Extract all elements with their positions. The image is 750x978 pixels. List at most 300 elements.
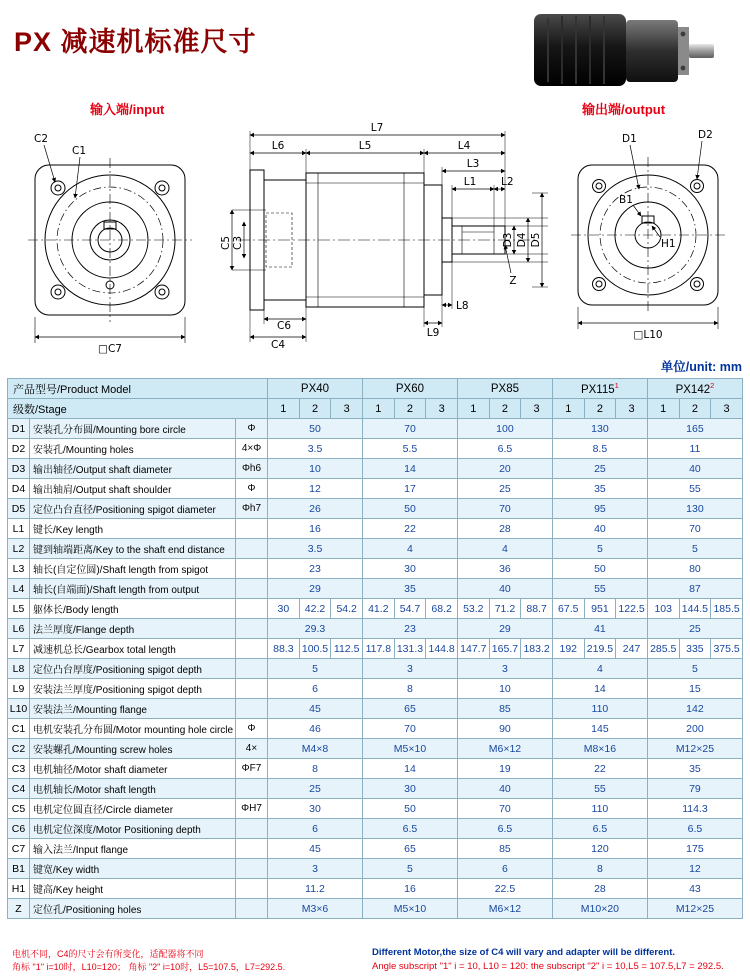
value-cell: 175 — [647, 839, 742, 859]
value-cell: 185.5 — [711, 599, 743, 619]
dim-label-d5: D5 — [530, 232, 542, 248]
value-cell: 8.5 — [552, 439, 647, 459]
row-code: L10 — [8, 699, 30, 719]
spec-row-h1 — [8, 879, 743, 899]
stage-col-px142-2: 2 — [679, 399, 711, 419]
value-cell: 3 — [268, 859, 363, 879]
value-cell: 6 — [268, 819, 363, 839]
dim-label-d3: D3 — [502, 232, 514, 248]
value-cell: 71.2 — [489, 599, 521, 619]
note-en-2: Angle subscript "1" i = 10, L10 = 120: the subscript "2" i = 10,L5 = 107.5,L7 = 292.5. — [372, 960, 724, 972]
dim-label-l2: L2 — [501, 176, 514, 188]
dim-label-d1: D1 — [622, 133, 637, 145]
dim-label-b1: B1 — [619, 194, 633, 206]
input-end-drawing — [28, 145, 192, 343]
spec-table — [7, 378, 743, 919]
value-cell: 35 — [362, 579, 457, 599]
value-cell: 122.5 — [616, 599, 648, 619]
value-cell: 55 — [552, 579, 647, 599]
notes-en — [372, 946, 744, 973]
row-name: 键到轴端距离/Key to the shaft end distance — [30, 539, 236, 559]
value-cell: 20 — [457, 459, 552, 479]
row-code: L5 — [8, 599, 30, 619]
row-symbol — [236, 659, 268, 679]
value-cell: 88.7 — [521, 599, 553, 619]
value-cell: 145 — [552, 719, 647, 739]
value-cell: M6×12 — [457, 899, 552, 919]
value-cell: 12 — [268, 479, 363, 499]
footnote-marker: 2 — [710, 381, 715, 391]
row-code: D1 — [8, 419, 30, 439]
value-cell: 247 — [616, 639, 648, 659]
value-cell: 25 — [268, 779, 363, 799]
row-code: L6 — [8, 619, 30, 639]
dim-label-c5: C5 — [220, 235, 232, 251]
value-cell: 79 — [647, 779, 742, 799]
stage-col-px60-2: 2 — [394, 399, 426, 419]
row-symbol: 4×Φ — [236, 439, 268, 459]
value-cell: 165.7 — [489, 639, 521, 659]
model-header-px60: PX60 — [362, 379, 457, 399]
stage-col-px40-3: 3 — [331, 399, 363, 419]
value-cell: 23 — [362, 619, 457, 639]
row-symbol: Φ — [236, 419, 268, 439]
row-symbol — [236, 679, 268, 699]
value-cell: 46 — [268, 719, 363, 739]
value-cell: 29 — [268, 579, 363, 599]
stage-col-px142-1: 1 — [647, 399, 679, 419]
gearbox-housing — [626, 20, 678, 82]
row-name: 定位凸台厚度/Positioning spigot depth — [30, 659, 236, 679]
row-name: 安装孔分布圆/Mounting bore circle — [30, 419, 236, 439]
value-cell: 100.5 — [299, 639, 331, 659]
value-cell: 375.5 — [711, 639, 743, 659]
value-cell: 110 — [552, 799, 647, 819]
value-cell: M3×6 — [268, 899, 363, 919]
spec-row-l4 — [8, 579, 743, 599]
value-cell: 120 — [552, 839, 647, 859]
spec-row-c6 — [8, 819, 743, 839]
value-cell: 130 — [647, 499, 742, 519]
value-cell: 80 — [647, 559, 742, 579]
output-end-drawing — [571, 141, 725, 329]
value-cell: 6.5 — [457, 439, 552, 459]
row-name: 电机轴长/Motor shaft length — [30, 779, 236, 799]
row-symbol: 4× — [236, 739, 268, 759]
value-cell: 14 — [362, 459, 457, 479]
value-cell: 3.5 — [268, 439, 363, 459]
value-cell: 5 — [362, 859, 457, 879]
row-name: 电机定位圆直径/Circle diameter — [30, 799, 236, 819]
value-cell: 219.5 — [584, 639, 616, 659]
value-cell: 29.3 — [268, 619, 363, 639]
row-code: L2 — [8, 539, 30, 559]
dim-label-l7: L7 — [370, 122, 384, 134]
row-name: 法兰厚度/Flange depth — [30, 619, 236, 639]
value-cell: 5 — [552, 539, 647, 559]
row-code: L8 — [8, 659, 30, 679]
value-cell: 11.2 — [268, 879, 363, 899]
spec-row-l7 — [8, 639, 743, 659]
value-cell: 5.5 — [362, 439, 457, 459]
row-name: 安装螺孔/Mounting screw holes — [30, 739, 236, 759]
value-cell: 40 — [457, 779, 552, 799]
value-cell: 16 — [268, 519, 363, 539]
spec-row-c1 — [8, 719, 743, 739]
row-code: C7 — [8, 839, 30, 859]
value-cell: 114.3 — [647, 799, 742, 819]
value-cell: 22 — [552, 759, 647, 779]
value-cell: 147.7 — [457, 639, 489, 659]
value-cell: 70 — [457, 799, 552, 819]
value-cell: 100 — [457, 419, 552, 439]
value-cell: 6 — [268, 679, 363, 699]
model-header-px115: PX115$^1$ — [552, 379, 647, 399]
value-cell: 110 — [552, 699, 647, 719]
row-symbol — [236, 839, 268, 859]
stage-col-px40-1: 1 — [268, 399, 300, 419]
row-name: 定位孔/Positioning holes — [30, 899, 236, 919]
value-cell: 15 — [647, 679, 742, 699]
value-cell: 85 — [457, 699, 552, 719]
value-cell: 8 — [268, 759, 363, 779]
row-code: D5 — [8, 499, 30, 519]
note-cn-2: 角标 "1" i=10时，L10=120； 角标 "2" i=10时，L5=107.5，L7=292.5. — [12, 962, 286, 972]
row-name: 电机轴径/Motor shaft diameter — [30, 759, 236, 779]
product-photo — [520, 4, 720, 104]
row-code: L4 — [8, 579, 30, 599]
stage-col-px115-2: 2 — [584, 399, 616, 419]
value-cell: 26 — [268, 499, 363, 519]
dim-label-c1: C1 — [72, 145, 87, 157]
row-name: 键高/Key height — [30, 879, 236, 899]
spec-row-c5 — [8, 799, 743, 819]
row-name: 躯体长/Body length — [30, 599, 236, 619]
model-header-px85: PX85 — [457, 379, 552, 399]
value-cell: 40 — [647, 459, 742, 479]
dim-label-c6: C6 — [276, 320, 292, 332]
value-cell: 50 — [362, 499, 457, 519]
value-cell: 54.7 — [394, 599, 426, 619]
value-cell: 70 — [647, 519, 742, 539]
value-cell: 68.2 — [426, 599, 458, 619]
value-cell: 35 — [647, 759, 742, 779]
value-cell: 5 — [647, 539, 742, 559]
stage-header: 级数/Stage — [8, 399, 268, 419]
value-cell: 14 — [362, 759, 457, 779]
row-code: Z — [8, 899, 30, 919]
value-cell: 10 — [268, 459, 363, 479]
dim-label-c7: □C7 — [98, 343, 122, 355]
spec-row-l5 — [8, 599, 743, 619]
value-cell: 23 — [268, 559, 363, 579]
value-cell: 65 — [362, 839, 457, 859]
row-name: 输出轴肩/Output shaft shoulder — [30, 479, 236, 499]
note-cn-1: 电机不同，C4的尺寸会有所变化，适配器将不同 — [12, 949, 204, 959]
dim-label-l4: L4 — [457, 140, 471, 152]
value-cell: 50 — [552, 559, 647, 579]
dim-label-h1: H1 — [661, 238, 676, 250]
value-cell: 50 — [268, 419, 363, 439]
value-cell: 25 — [457, 479, 552, 499]
stage-col-px115-1: 1 — [552, 399, 584, 419]
spec-row-l3 — [8, 559, 743, 579]
row-name: 键长/Key length — [30, 519, 236, 539]
dim-label-l9: L9 — [426, 327, 440, 339]
footnote-marker: 1 — [614, 381, 619, 391]
value-cell: 12 — [647, 859, 742, 879]
row-code: L1 — [8, 519, 30, 539]
value-cell: M4×8 — [268, 739, 363, 759]
row-symbol — [236, 899, 268, 919]
value-cell: 10 — [457, 679, 552, 699]
value-cell: 30 — [268, 599, 300, 619]
stage-col-px115-3: 3 — [616, 399, 648, 419]
value-cell: 165 — [647, 419, 742, 439]
row-name: 安装法兰厚度/Positioning spigot depth — [30, 679, 236, 699]
value-cell: 4 — [457, 539, 552, 559]
row-name: 电机安装孔分布圆/Motor mounting hole circle — [30, 719, 236, 739]
spec-row-c2 — [8, 739, 743, 759]
row-name: 安装孔/Mounting holes — [30, 439, 236, 459]
side-view-drawing — [232, 131, 548, 342]
model-header-row — [8, 379, 743, 399]
spec-row-d5 — [8, 499, 743, 519]
spec-row-d3 — [8, 459, 743, 479]
spec-row-c4 — [8, 779, 743, 799]
value-cell: 90 — [457, 719, 552, 739]
value-cell: 19 — [457, 759, 552, 779]
row-name: 定位凸台直径/Positioning spigot diameter — [30, 499, 236, 519]
spec-row-l8 — [8, 659, 743, 679]
row-symbol: Φ — [236, 479, 268, 499]
value-cell: 54.2 — [331, 599, 363, 619]
row-symbol — [236, 539, 268, 559]
table-header — [8, 379, 743, 419]
value-cell: 25 — [647, 619, 742, 639]
row-name: 键宽/Key width — [30, 859, 236, 879]
value-cell: 53.2 — [457, 599, 489, 619]
value-cell: 50 — [362, 799, 457, 819]
row-code: D3 — [8, 459, 30, 479]
row-code: C6 — [8, 819, 30, 839]
row-symbol — [236, 639, 268, 659]
value-cell: 183.2 — [521, 639, 553, 659]
spec-row-l9 — [8, 679, 743, 699]
value-cell: 8 — [362, 679, 457, 699]
dim-label-c3: C3 — [232, 235, 244, 251]
row-symbol — [236, 599, 268, 619]
row-code: B1 — [8, 859, 30, 879]
value-cell: 22 — [362, 519, 457, 539]
dim-label-c2: C2 — [34, 133, 49, 145]
value-cell: 335 — [679, 639, 711, 659]
value-cell: 25 — [552, 459, 647, 479]
value-cell: M12×25 — [647, 899, 742, 919]
value-cell: 40 — [457, 579, 552, 599]
stage-header-row — [8, 399, 743, 419]
input-end-label: 输入端/input — [90, 102, 165, 117]
row-symbol — [236, 579, 268, 599]
row-code: L9 — [8, 679, 30, 699]
row-code: C2 — [8, 739, 30, 759]
value-cell: M10×20 — [552, 899, 647, 919]
value-cell: 17 — [362, 479, 457, 499]
value-cell: 28 — [457, 519, 552, 539]
value-cell: 131.3 — [394, 639, 426, 659]
value-cell: 42.2 — [299, 599, 331, 619]
row-code: H1 — [8, 879, 30, 899]
spec-row-d2 — [8, 439, 743, 459]
value-cell: 70 — [362, 719, 457, 739]
value-cell: 6.5 — [647, 819, 742, 839]
value-cell: M5×10 — [362, 899, 457, 919]
value-cell: 144.8 — [426, 639, 458, 659]
model-header-px142: PX142$^2$ — [647, 379, 742, 399]
row-name: 轴长(自定位圆)/Shaft length from spigot — [30, 559, 236, 579]
value-cell: 28 — [552, 879, 647, 899]
stage-col-px142-3: 3 — [711, 399, 743, 419]
row-symbol — [236, 779, 268, 799]
value-cell: 5 — [268, 659, 363, 679]
value-cell: 45 — [268, 699, 363, 719]
dim-label-c4: C4 — [270, 339, 286, 351]
value-cell: 70 — [457, 499, 552, 519]
value-cell: 88.3 — [268, 639, 300, 659]
value-cell: 67.5 — [552, 599, 584, 619]
row-code: C5 — [8, 799, 30, 819]
value-cell: 192 — [552, 639, 584, 659]
value-cell: 5 — [647, 659, 742, 679]
value-cell: 4 — [362, 539, 457, 559]
model-header-px40: PX40 — [268, 379, 363, 399]
row-code: L3 — [8, 559, 30, 579]
value-cell: 285.5 — [647, 639, 679, 659]
value-cell: 40 — [552, 519, 647, 539]
row-name: 安装法兰/Mounting flange — [30, 699, 236, 719]
product-photo-image — [520, 4, 720, 99]
value-cell: 3 — [457, 659, 552, 679]
value-cell: 6 — [457, 859, 552, 879]
value-cell: 4 — [552, 659, 647, 679]
value-cell: 87 — [647, 579, 742, 599]
spec-row-c3 — [8, 759, 743, 779]
row-symbol — [236, 859, 268, 879]
stage-col-px40-2: 2 — [299, 399, 331, 419]
value-cell: 22.5 — [457, 879, 552, 899]
row-symbol — [236, 559, 268, 579]
value-cell: 3 — [362, 659, 457, 679]
row-symbol: Φh7 — [236, 499, 268, 519]
stage-col-px85-1: 1 — [457, 399, 489, 419]
spec-row-c7 — [8, 839, 743, 859]
value-cell: M6×12 — [457, 739, 552, 759]
value-cell: M5×10 — [362, 739, 457, 759]
output-shaft — [689, 44, 714, 58]
page-title: PX 减速机标准尺寸 — [14, 27, 257, 57]
dim-label-l6: L6 — [271, 140, 285, 152]
value-cell: 142 — [647, 699, 742, 719]
value-cell: 30 — [362, 779, 457, 799]
value-cell: 3.5 — [268, 539, 363, 559]
output-end-label: 输出端/output — [582, 102, 666, 117]
stage-col-px60-3: 3 — [426, 399, 458, 419]
value-cell: 70 — [362, 419, 457, 439]
stage-col-px85-3: 3 — [521, 399, 553, 419]
row-symbol — [236, 619, 268, 639]
product-model-header: 产品型号/Product Model — [8, 379, 268, 399]
row-symbol — [236, 819, 268, 839]
unit-label: 单位/unit: mm — [660, 360, 742, 374]
note-en-1: Different Motor,the size of C4 will vary and adapter will be different. — [372, 947, 675, 958]
value-cell: 55 — [552, 779, 647, 799]
row-code: L7 — [8, 639, 30, 659]
dim-label-d2: D2 — [698, 129, 713, 141]
row-code: C3 — [8, 759, 30, 779]
row-code: D2 — [8, 439, 30, 459]
value-cell: 14 — [552, 679, 647, 699]
value-cell: 16 — [362, 879, 457, 899]
value-cell: 117.8 — [362, 639, 394, 659]
row-code: D4 — [8, 479, 30, 499]
value-cell: 6.5 — [362, 819, 457, 839]
dim-label-l5: L5 — [358, 140, 372, 152]
dim-label-l3: L3 — [466, 158, 480, 170]
dim-label-d4: D4 — [516, 232, 528, 248]
value-cell: 29 — [457, 619, 552, 639]
value-cell: 130 — [552, 419, 647, 439]
row-name: 输入法兰/Input flange — [30, 839, 236, 859]
row-symbol: ΦH7 — [236, 799, 268, 819]
value-cell: 11 — [647, 439, 742, 459]
value-cell: 30 — [268, 799, 363, 819]
value-cell: 36 — [457, 559, 552, 579]
spec-row-l2 — [8, 539, 743, 559]
value-cell: 144.5 — [679, 599, 711, 619]
technical-drawings — [0, 95, 750, 375]
value-cell: 30 — [362, 559, 457, 579]
value-cell: M12×25 — [647, 739, 742, 759]
value-cell: 41.2 — [362, 599, 394, 619]
spec-row-d1 — [8, 419, 743, 439]
value-cell: 43 — [647, 879, 742, 899]
row-symbol: ΦF7 — [236, 759, 268, 779]
value-cell: 8 — [552, 859, 647, 879]
row-symbol: Φh6 — [236, 459, 268, 479]
spec-row-l10 — [8, 699, 743, 719]
spec-row-l1 — [8, 519, 743, 539]
value-cell: 41 — [552, 619, 647, 639]
stage-col-px85-2: 2 — [489, 399, 521, 419]
value-cell: 103 — [647, 599, 679, 619]
row-name: 减速机总长/Gearbox total length — [30, 639, 236, 659]
dim-label-l1: L1 — [463, 176, 477, 188]
dim-label-l8: L8 — [456, 300, 469, 312]
row-name: 输出轴径/Output shaft diameter — [30, 459, 236, 479]
row-symbol — [236, 699, 268, 719]
row-symbol — [236, 879, 268, 899]
value-cell: 95 — [552, 499, 647, 519]
stage-col-px60-1: 1 — [362, 399, 394, 419]
value-cell: 200 — [647, 719, 742, 739]
value-cell: 951 — [584, 599, 616, 619]
row-name: 电机定位深度/Motor Positioning depth — [30, 819, 236, 839]
value-cell: M8×16 — [552, 739, 647, 759]
value-cell: 55 — [647, 479, 742, 499]
row-symbol: Φ — [236, 719, 268, 739]
notes-cn — [12, 948, 364, 974]
dim-label-z: Z — [509, 275, 517, 287]
